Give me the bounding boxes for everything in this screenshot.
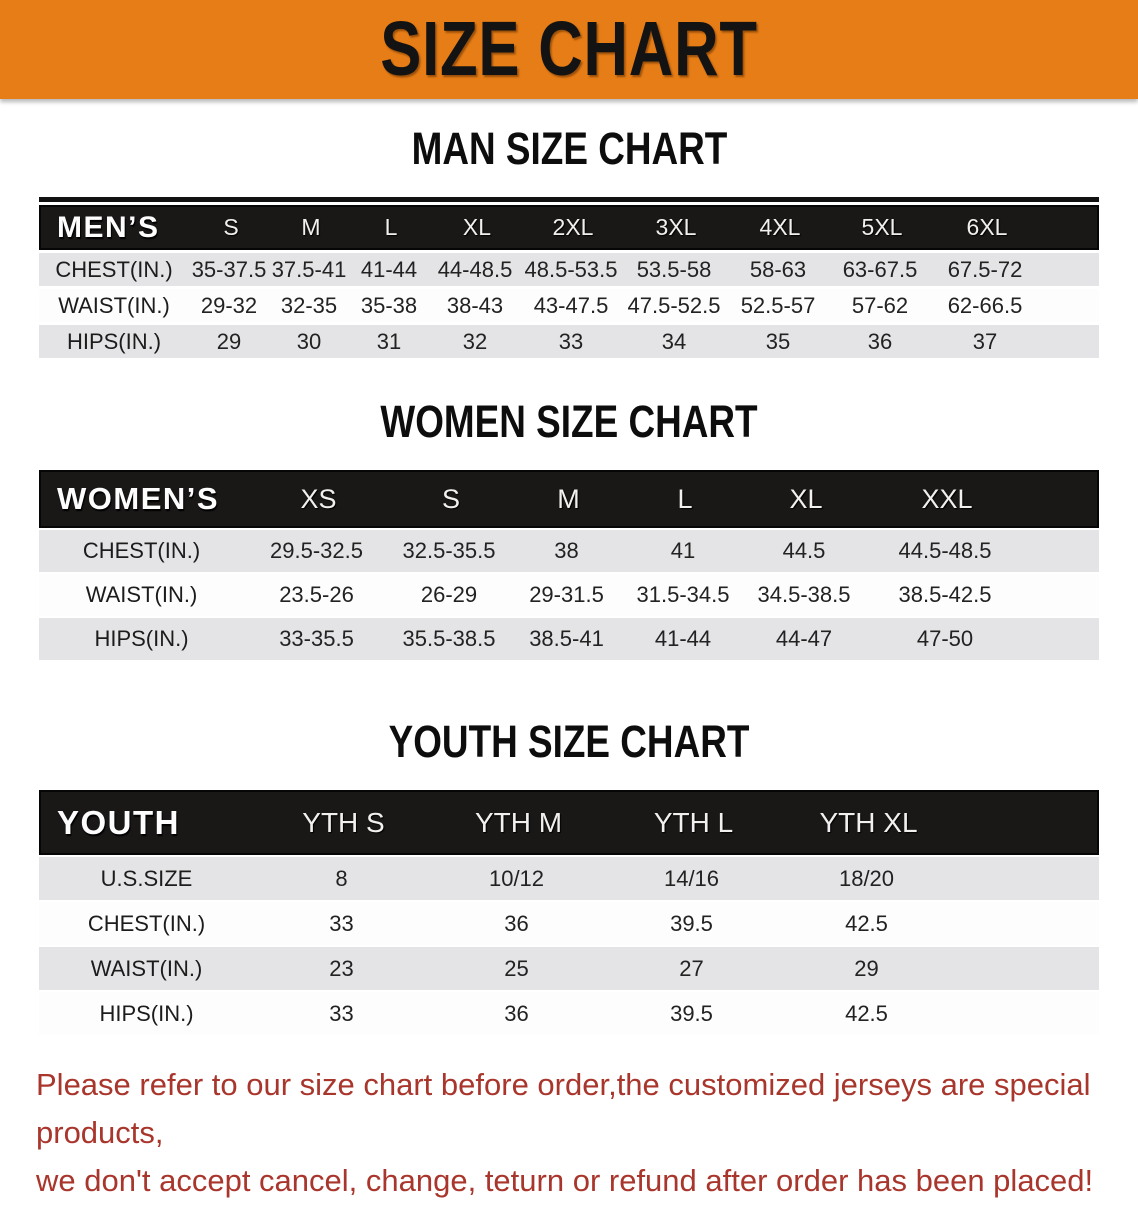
- women-cell-value: 44.5: [782, 538, 826, 563]
- women-cell-value: 44-47: [775, 626, 833, 651]
- men-table-header-row: [39, 205, 1099, 250]
- women-cell-value: 34.5-38.5: [757, 582, 851, 607]
- women-row-label: CHEST(IN.): [82, 538, 201, 563]
- women-table-corner-label: WOMEN’S: [57, 481, 220, 516]
- men-row-label: WAIST(IN.): [58, 292, 170, 318]
- women-column-header: M: [557, 483, 580, 514]
- youth-table-row: [39, 947, 1099, 990]
- men-cell-value: 43-47.5: [533, 292, 609, 318]
- women-cell-value: 41-44: [654, 626, 712, 651]
- men-cell-value: 31: [376, 328, 402, 354]
- youth-cell-value: 27: [679, 955, 704, 981]
- women-table-body: [39, 470, 1099, 660]
- women-table-row: [39, 530, 1099, 572]
- women-cell-value: 23.5-26: [279, 582, 354, 607]
- men-cell-value: 37.5-41: [271, 256, 347, 282]
- women-cell-value: 38: [554, 538, 579, 563]
- men-row-label: HIPS(IN.): [66, 328, 162, 354]
- disclaimer-line-2: we don't accept cancel, change, teturn or refund after order has been placed!: [36, 1163, 1094, 1198]
- youth-cell-value: 36: [504, 1000, 529, 1026]
- youth-cell-value: 42.5: [845, 1000, 888, 1026]
- men-cell-value: 47.5-52.5: [627, 292, 721, 318]
- disclaimer-line-1: Please refer to our size chart before order,the customized jerseys are special products,: [36, 1067, 1091, 1150]
- youth-column-header: YTH M: [474, 806, 563, 838]
- youth-table-row: [39, 902, 1099, 945]
- men-size-table: [39, 197, 1099, 358]
- youth-table-body: [39, 790, 1099, 1035]
- men-cell-value: 44-48.5: [437, 256, 513, 282]
- youth-table-corner-label: YOUTH: [57, 803, 180, 841]
- women-column-header: XXL: [921, 483, 973, 514]
- men-cell-value: 35-37.5: [191, 256, 267, 282]
- women-cell-value: 47-50: [916, 626, 974, 651]
- women-section-heading: WOMEN SIZE CHART: [380, 396, 758, 447]
- youth-column-header: YTH S: [302, 806, 385, 838]
- women-cell-value: 38.5-41: [529, 626, 604, 651]
- men-cell-value: 53.5-58: [636, 256, 712, 282]
- women-cell-value: 32.5-35.5: [402, 538, 496, 563]
- youth-cell-value: 18/20: [838, 865, 895, 891]
- women-row-label: HIPS(IN.): [94, 626, 189, 651]
- women-cell-value: 31.5-34.5: [636, 582, 730, 607]
- women-column-header: XL: [789, 483, 823, 514]
- youth-cell-value: 33: [329, 910, 354, 936]
- youth-cell-value: 39.5: [670, 1000, 713, 1026]
- youth-cell-value: 8: [335, 865, 348, 891]
- men-cell-value: 48.5-53.5: [524, 256, 618, 282]
- youth-size-table: [39, 790, 1099, 1035]
- men-column-header: S: [223, 214, 239, 240]
- youth-row-label: U.S.SIZE: [100, 865, 193, 891]
- youth-section-heading: YOUTH SIZE CHART: [388, 716, 750, 767]
- youth-row-label: WAIST(IN.): [90, 955, 203, 981]
- men-cell-value: 29: [216, 328, 242, 354]
- men-section-heading: MAN SIZE CHART: [411, 123, 727, 174]
- women-table-header-row: [39, 470, 1099, 528]
- men-cell-value: 33: [558, 328, 584, 354]
- youth-table-row: [39, 857, 1099, 900]
- women-size-table: [39, 470, 1099, 660]
- men-table-row: [39, 325, 1099, 358]
- men-cell-value: 38-43: [446, 292, 504, 318]
- women-cell-value: 41: [670, 538, 696, 563]
- youth-cell-value: 25: [504, 955, 529, 981]
- men-table-row: [39, 289, 1099, 322]
- women-cell-value: 44.5-48.5: [898, 538, 992, 563]
- youth-cell-value: 29: [854, 955, 879, 981]
- women-table-row: [39, 618, 1099, 660]
- men-cell-value: 58-63: [749, 256, 807, 282]
- youth-section-heading-wrap: [0, 716, 1138, 768]
- youth-column-header: YTH L: [653, 806, 734, 838]
- youth-table-header-row: [39, 790, 1099, 855]
- size-chart-banner: [0, 0, 1138, 99]
- youth-cell-value: 10/12: [488, 865, 545, 891]
- women-cell-value: 29-31.5: [529, 582, 604, 607]
- men-table-top-border: [39, 197, 1099, 202]
- banner-title: SIZE CHART: [380, 6, 758, 92]
- youth-cell-value: 33: [329, 1000, 354, 1026]
- men-row-label: CHEST(IN.): [55, 256, 173, 282]
- women-cell-value: 33-35.5: [279, 626, 354, 651]
- men-cell-value: 34: [661, 328, 687, 354]
- women-row-label: WAIST(IN.): [85, 582, 198, 607]
- youth-column-header: YTH XL: [819, 806, 918, 838]
- women-cell-value: 29.5-32.5: [270, 538, 363, 563]
- men-cell-value: 41-44: [360, 256, 418, 282]
- men-cell-value: 32: [462, 328, 488, 354]
- men-cell-value: 67.5-72: [947, 256, 1023, 282]
- disclaimer-text: [0, 1061, 1138, 1205]
- men-column-header: 5XL: [861, 214, 903, 240]
- men-cell-value: 36: [867, 328, 893, 354]
- youth-cell-value: 42.5: [845, 910, 888, 936]
- women-cell-value: 38.5-42.5: [898, 582, 992, 607]
- youth-cell-value: 39.5: [670, 910, 713, 936]
- men-table-row: [39, 253, 1099, 286]
- men-cell-value: 52.5-57: [740, 292, 816, 318]
- men-cell-value: 35: [765, 328, 791, 354]
- men-column-header: M: [301, 214, 321, 240]
- men-table-corner-label: MEN’S: [57, 210, 160, 244]
- men-cell-value: 29-32: [200, 292, 258, 318]
- men-cell-value: 62-66.5: [947, 292, 1023, 318]
- men-cell-value: 37: [972, 328, 998, 354]
- youth-cell-value: 14/16: [663, 865, 720, 891]
- men-cell-value: 63-67.5: [842, 256, 918, 282]
- men-column-header: 6XL: [966, 214, 1008, 240]
- youth-table-row: [39, 992, 1099, 1035]
- men-cell-value: 35-38: [360, 292, 418, 318]
- men-section-heading-wrap: [0, 123, 1138, 175]
- women-section-heading-wrap: [0, 396, 1138, 448]
- youth-cell-value: 23: [329, 955, 354, 981]
- youth-row-label: CHEST(IN.): [87, 910, 206, 936]
- men-column-header: XL: [462, 214, 492, 240]
- men-column-header: 4XL: [759, 214, 801, 240]
- men-column-header: 3XL: [655, 214, 697, 240]
- women-cell-value: 35.5-38.5: [402, 626, 496, 651]
- men-cell-value: 32-35: [280, 292, 338, 318]
- women-table-row: [39, 574, 1099, 616]
- men-column-header: 2XL: [552, 214, 594, 240]
- women-column-header: L: [677, 483, 693, 514]
- youth-cell-value: 36: [504, 910, 529, 936]
- men-table-body: [39, 205, 1099, 358]
- women-cell-value: 26-29: [420, 582, 478, 607]
- women-column-header: XS: [300, 483, 337, 514]
- men-cell-value: 57-62: [851, 292, 909, 318]
- women-column-header: S: [441, 483, 460, 514]
- men-cell-value: 30: [296, 328, 322, 354]
- men-column-header: L: [384, 214, 398, 240]
- youth-row-label: HIPS(IN.): [99, 1000, 194, 1026]
